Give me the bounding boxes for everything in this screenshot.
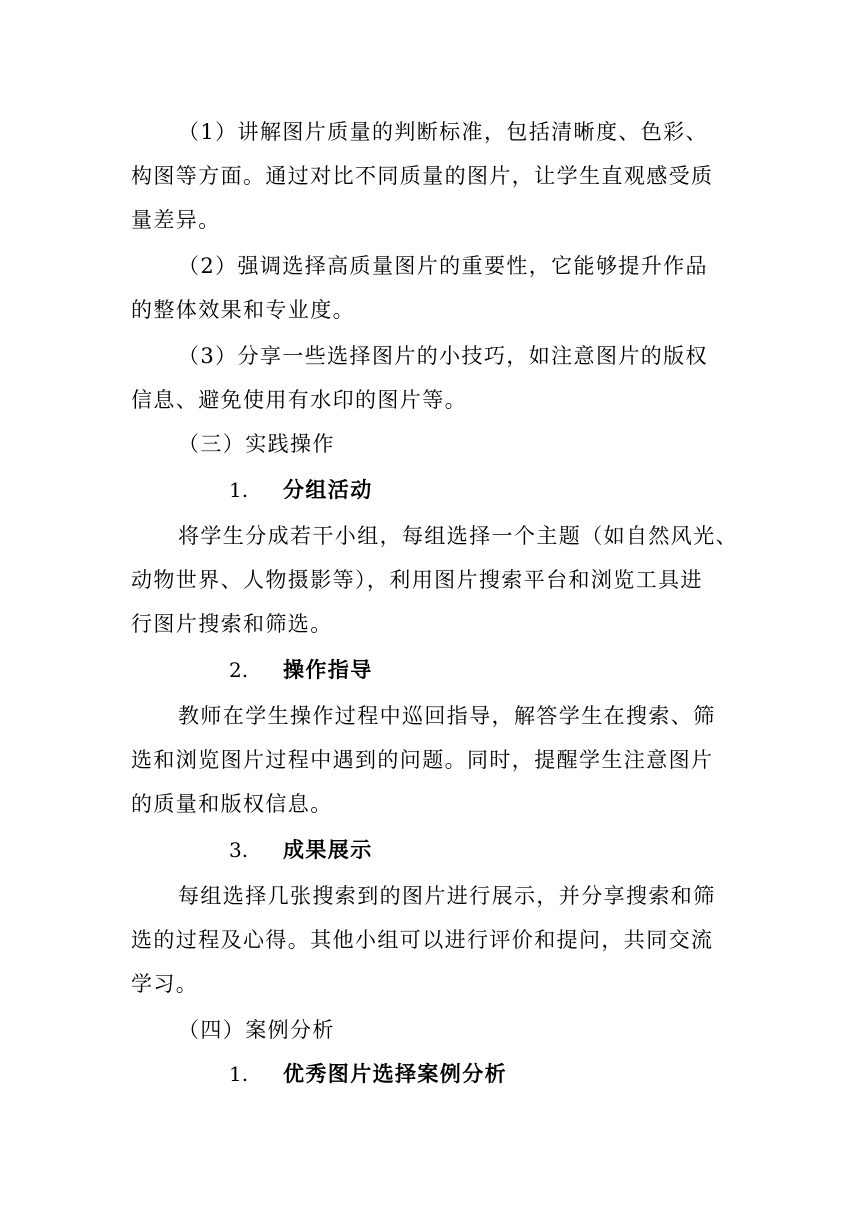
paragraph-4-line-2: 动物世界、人物摄影等），利用图片搜索平台和浏览工具进 xyxy=(131,568,703,592)
paragraph-1-line-2: 构图等方面。通过对比不同质量的图片，让学生直观感受质 xyxy=(131,164,714,188)
subsection-4-title: 优秀图片选择案例分析 xyxy=(283,1062,507,1086)
section-heading-4: （四）案例分析 xyxy=(178,1018,335,1042)
subsection-2-title: 操作指导 xyxy=(283,658,373,682)
subsection-3-title: 成果展示 xyxy=(283,838,373,862)
paragraph-4-line-1: 将学生分成若干小组，每组选择一个主题（如自然风光、 xyxy=(178,524,738,548)
paragraph-6-line-3: 学习。 xyxy=(131,972,199,996)
paragraph-6-line-1: 每组选择几张搜索到的图片进行展示，并分享搜索和筛 xyxy=(178,884,716,908)
paragraph-5-line-1: 教师在学生操作过程中巡回指导，解答学生在搜索、筛 xyxy=(178,704,716,728)
subsection-4-number: 1. xyxy=(229,1062,249,1086)
paragraph-1-line-3: 量差异。 xyxy=(131,208,221,232)
paragraph-5-line-3: 的质量和版权信息。 xyxy=(131,792,333,816)
paragraph-3-line-1: （3）分享一些选择图片的小技巧，如注意图片的版权 xyxy=(178,344,708,368)
subsection-3-number: 3. xyxy=(229,838,249,862)
section-heading-3: （三）实践操作 xyxy=(178,432,335,456)
subsection-1-title: 分组活动 xyxy=(283,478,373,502)
paragraph-4-line-3: 行图片搜索和筛选。 xyxy=(131,612,333,636)
paragraph-5-line-2: 选和浏览图片过程中遇到的问题。同时，提醒学生注意图片 xyxy=(131,748,714,772)
paragraph-1-line-1: （1）讲解图片质量的判断标准，包括清晰度、色彩、 xyxy=(178,120,708,144)
paragraph-2-line-2: 的整体效果和专业度。 xyxy=(131,298,355,322)
paragraph-3-line-2: 信息、避免使用有水印的图片等。 xyxy=(131,388,467,412)
paragraph-2-line-1: （2）强调选择高质量图片的重要性，它能够提升作品 xyxy=(178,254,708,278)
subsection-2-number: 2. xyxy=(229,658,249,682)
paragraph-6-line-2: 选的过程及心得。其他小组可以进行评价和提问，共同交流 xyxy=(131,928,714,952)
subsection-1-number: 1. xyxy=(229,478,249,502)
